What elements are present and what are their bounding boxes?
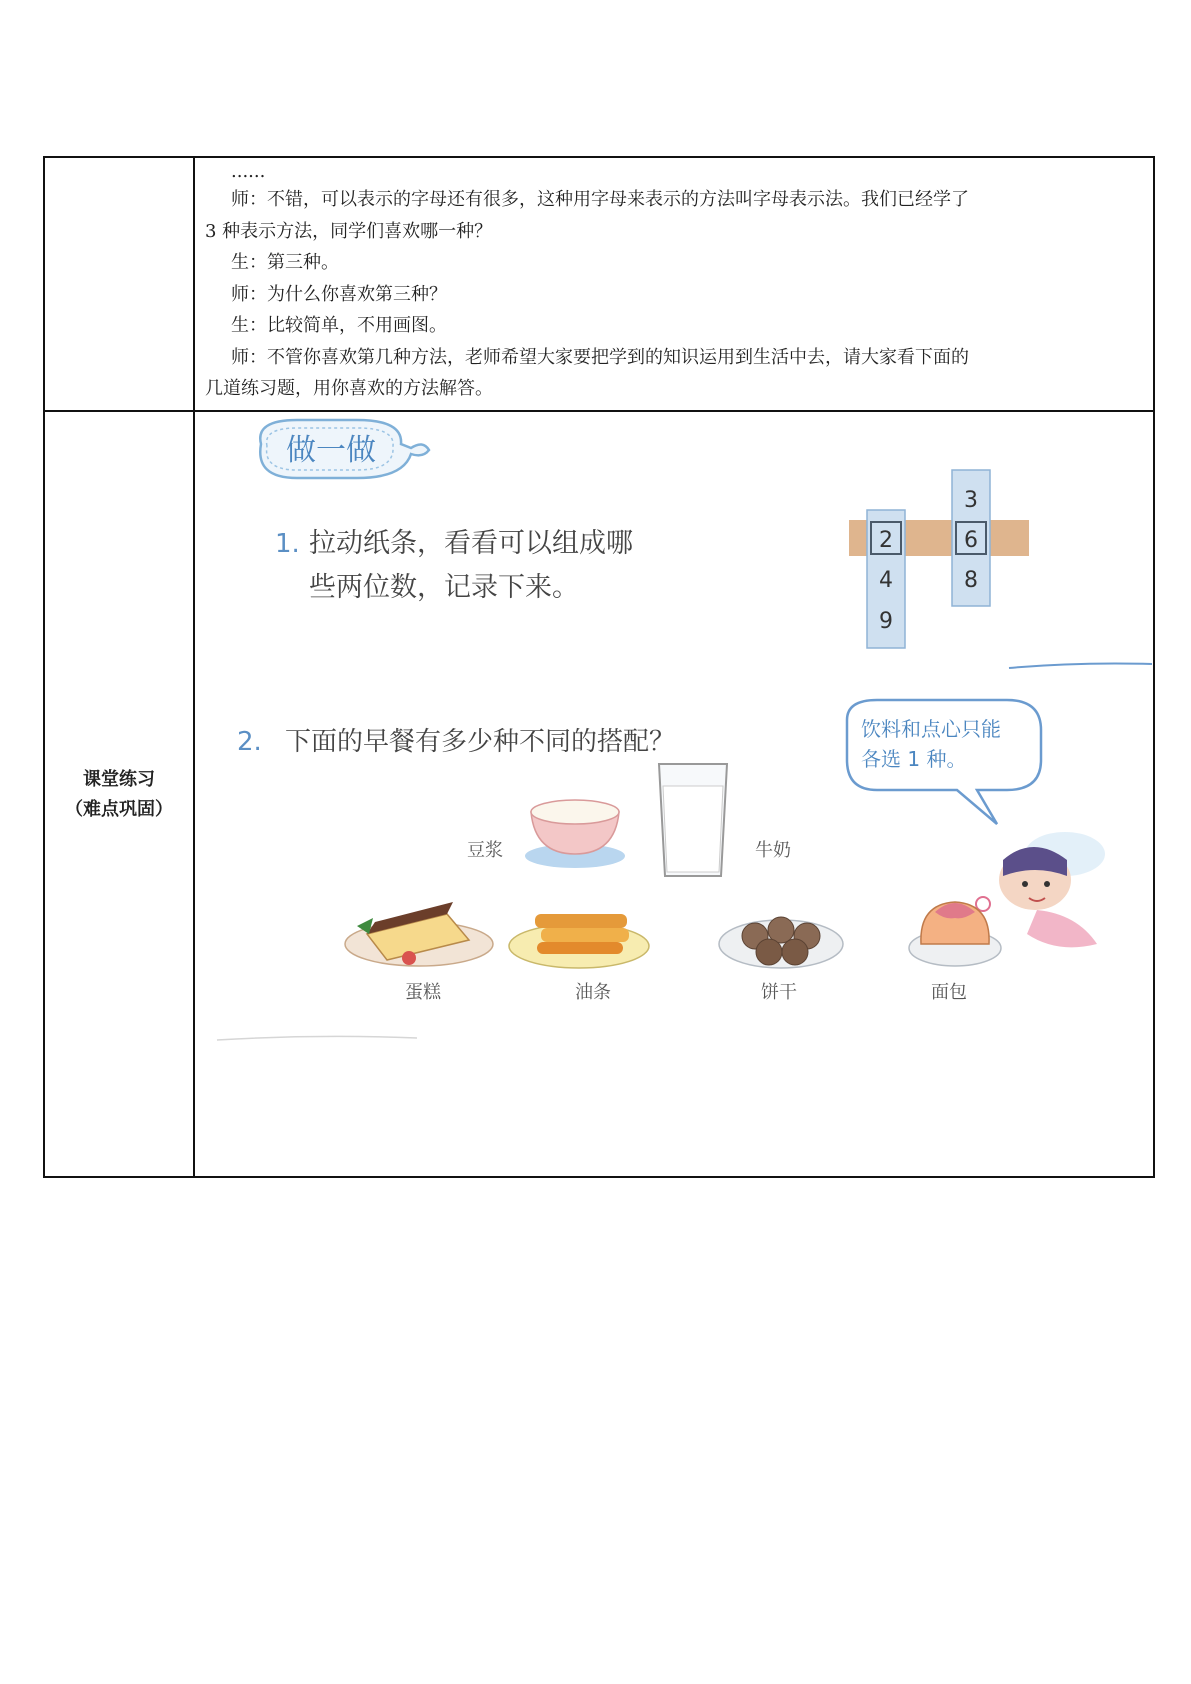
strip-digit: 4: [879, 568, 893, 593]
q1-text: 些两位数，记录下来。: [309, 572, 579, 603]
dialogue-line: 师：为什么你喜欢第三种？: [231, 283, 447, 305]
dialogue-line: 几道练习题，用你喜欢的方法解答。: [205, 378, 493, 399]
dialogue-line: 3 种表示方法，同学们喜欢哪一种？: [205, 220, 493, 242]
badge-text: 做一做: [286, 433, 376, 468]
exercise-illustration: [197, 414, 1152, 1174]
q2-text: 下面的早餐有多少种不同的搭配？: [285, 727, 676, 757]
q1-number: 1.: [275, 529, 300, 559]
dialogue-line: 师：不错，可以表示的字母还有很多，这种用字母来表示的方法叫字母表示法。我们已经学了: [231, 189, 969, 210]
dialogue-dots: ......: [231, 161, 266, 182]
column-divider: [193, 158, 195, 1176]
strip-digit: 6: [964, 528, 978, 553]
lesson-table: [43, 156, 1155, 1178]
dialogue-line: 师：不管你喜欢第几种方法，老师希望大家要把学到的知识运用到生活中去，请大家看下面的: [231, 346, 969, 368]
strip-digit: 9: [879, 609, 893, 634]
dialogue-line: 生：比较简单，不用画图。: [231, 315, 447, 336]
section-label-subtitle: （难点巩固）: [65, 799, 173, 820]
soy-milk-bowl: [525, 800, 625, 868]
q1-text: 拉动纸条，看看可以组成哪: [309, 528, 633, 559]
badge-bubble: [260, 420, 429, 478]
strip-digit: 3: [964, 488, 978, 513]
decor-line: [217, 1036, 417, 1040]
milk-glass: [659, 764, 727, 876]
strip-digit: 8: [964, 568, 978, 593]
bubble-text: 各选 1 种。: [861, 747, 967, 771]
snack-label-biscuit: 饼干: [761, 982, 797, 1003]
q2-number: 2.: [237, 727, 262, 757]
dialogue-line: 生：第三种。: [231, 252, 339, 273]
decor-line: [1009, 664, 1152, 669]
strip-digit: 2: [879, 528, 893, 553]
fairy-character: [976, 832, 1105, 947]
snack-label-youtiao: 油条: [575, 982, 611, 1003]
cake-plate: [345, 902, 493, 966]
snack-label-cake: 蛋糕: [405, 982, 441, 1003]
biscuit-plate: [719, 917, 843, 968]
section-label: [45, 412, 193, 1178]
youtiao-plate: [509, 914, 649, 968]
number-strips: [849, 470, 1029, 648]
row-divider: [45, 410, 1153, 412]
dialogue-cell: [197, 160, 1168, 405]
exercise-svg: [197, 414, 1152, 1174]
section-label-title: 课堂练习: [83, 769, 155, 790]
bread-plate: [909, 902, 1001, 966]
speech-bubble: [847, 700, 1041, 824]
drink-label-soy-milk: 豆浆: [467, 840, 503, 861]
drink-label-milk: 牛奶: [755, 840, 791, 861]
snack-label-bread: 面包: [931, 982, 967, 1003]
bubble-text: 饮料和点心只能: [861, 717, 1001, 741]
